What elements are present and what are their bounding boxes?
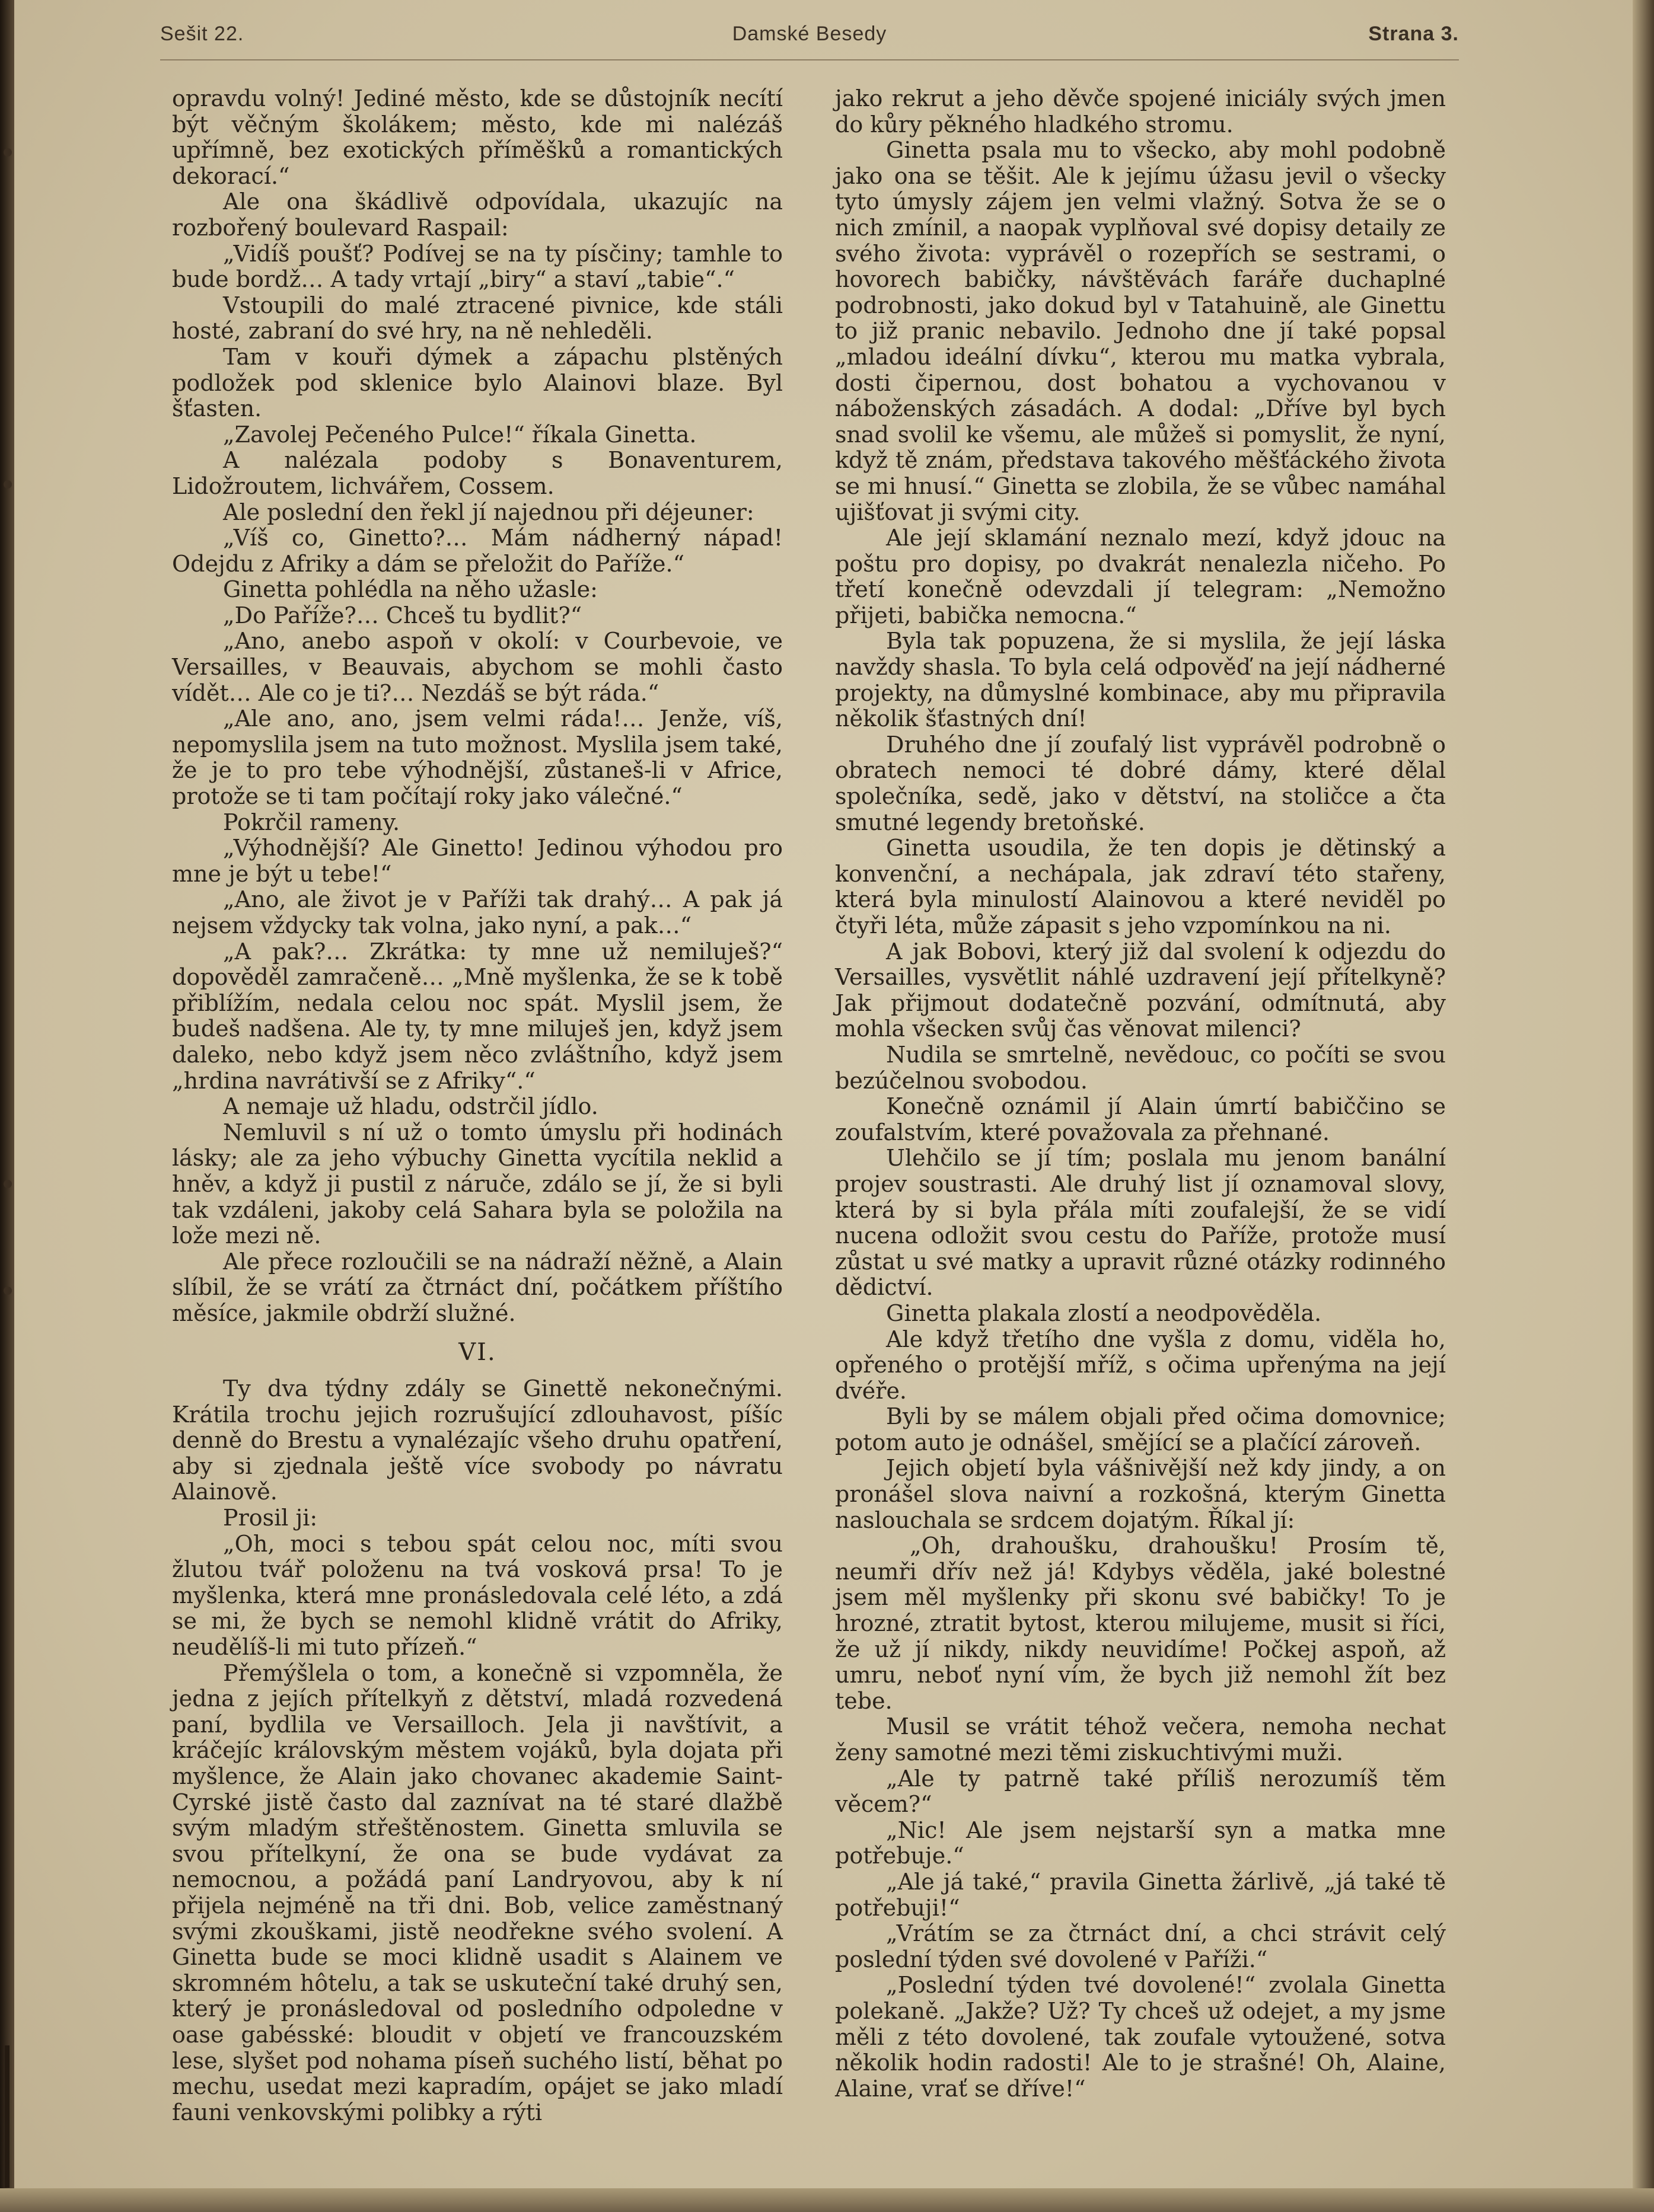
binding-stitch [5, 2045, 9, 2188]
paragraph: Ale ona škádlivě odpovídala, ukazujíc na rozbořený boulevard Raspail: [172, 189, 783, 241]
page-bottom-edge [0, 2188, 1654, 2212]
header-rule [160, 59, 1459, 60]
paragraph: A nemaje už hladu, odstrčil jídlo. [223, 1093, 598, 1120]
paragraph: Přemýšlela o tom, a konečně si vzpomněla, že jedna z jejích přítelkyň z dětství, mladá rozvedená paní, bydlila ve Versailloch. Jela ji navštívit, a kráčejíc královským městem vojáků, byla dojata při myšlence, že Alain jako chovanec akademie Saint-Cyrské jistě často dal zaznívat na té staré dlažbě svým mladým střeštěnostem. Ginetta smluvila se svou přítelkyní, že ona se bude vydávat za nemocnou, a požádá paní Landryovou, aby k ní přijela nejméně na tři dni. Bob, velice zaměstnaný svými zkouškami, jistě neodřekne svého svolení. A Ginetta bude se moci klidně usadit s Alainem ve skromném hôtelu, a tak se uskuteční také druhý sen, který je pronásledoval od posledního odpoledne v oase gabésské: bloudit v objetí ve francouzském lese, slyšet pod nohama píseň suchého listí, běhat po mechu, usedat mezi kapradím, opájet se jako mladí fauni venkovskými polibky a rýti [172, 1659, 783, 2125]
paragraph: Ty dva týdny zdály se Ginettě nekonečnými. Krátila trochu jejich rozrušující zdlouhavost, píšíc denně do Brestu a vynalézajíc všeho druhu opatření, aby si zjednala ještě více svobody po návratu Alainově. [172, 1375, 783, 1505]
paragraph: „Výhodnější? Ale Ginetto! Jedinou výhodou pro mne je být u tebe!“ [172, 835, 783, 887]
paragraph: Musil se vrátit téhož večera, nemoha nechat ženy samotné mezi těmi ziskuchtivými muži. [835, 1713, 1446, 1766]
paragraph: Byla tak popuzena, že si myslila, že její láska navždy shasla. To byla celá odpověď na její nádherné projekty, na důmyslné kombinace, aby mu připravila několik šťastných dní! [835, 628, 1446, 732]
page-right-edge [1633, 0, 1654, 2212]
paragraph: „Ano, ale život je v Paříži tak drahý… A pak já nejsem vždycky tak volna, jako nyní, a pak…“ [172, 886, 783, 939]
section-heading: VI. [458, 1338, 496, 1366]
paragraph: Prosil ji: [223, 1505, 318, 1531]
binding-hole [4, 148, 12, 157]
paragraph: Ale její sklamání neznalo mezí, když jdouc na poštu pro dopisy, po dvakrát nenalezla ničeho. Po třetí konečně odevzdali jí telegram: „Nemožno přijeti, babička nemocna.“ [835, 525, 1446, 628]
page-spine [0, 0, 14, 2212]
paragraph: Ginetta pohlédla na něho užasle: [223, 576, 598, 603]
paragraph: Ginetta usoudila, že ten dopis je dětinský a konvenční, a nechápala, jak zdraví této stařeny, která byla minulostí Alainovou a které neviděl po čtyři léta, může zápasit s jeho vzpomínkou na ni. [835, 835, 1446, 939]
paragraph: „A pak?… Zkrátka: ty mne už nemiluješ?“ dopověděl zamračeně… „Mně myšlenka, že se k tobě přiblížím, nedala celou noc spát. Myslil jsem, že budeš nadšena. Ale ty, ty mne miluješ jen, když jsem daleko, nebo když jsem něco zvláštního, když jsem „hrdina navrátivší se z Afriky“.“ [172, 938, 783, 1094]
paragraph: Ale přece rozloučili se na nádraží něžně, a Alain slíbil, že se vrátí za čtrnáct dní, počátkem příštího měsíce, jakmile obdrží služné. [172, 1248, 783, 1326]
paragraph: Ulehčilo se jí tím; poslala mu jenom banální projev soustrasti. Ale druhý list jí oznamoval slovy, která by si byla přála míti zoufalejší, že se vidí nucena odložit svou cestu do Paříže, protože musí zůstat u své matky a upravit různé otázky rodinného dědictví. [835, 1145, 1446, 1301]
paragraph: Ale když třetího dne vyšla z domu, viděla ho, opřeného o protější mříž, s očima upřenýma na její dvéře. [835, 1326, 1446, 1404]
paragraph: Vstoupili do malé ztracené pivnice, kde stáli hosté, zabraní do své hry, na ně nehleděli. [172, 292, 783, 344]
paragraph: „Ale já také,“ pravila Ginetta žárlivě, „já také tě potřebuji!“ [835, 1868, 1446, 1921]
paragraph: „Ale ty patrně také příliš nerozumíš těm věcem?“ [835, 1765, 1446, 1818]
paragraph: Konečně oznámil jí Alain úmrtí babiččino se zoufalstvím, které považovala za přehnané. [835, 1093, 1446, 1145]
binding-hole [4, 1180, 12, 1188]
page-number: Strana 3. [1368, 23, 1459, 45]
paragraph: Druhého dne jí zoufalý list vyprávěl podrobně o obratech nemoci té dobré dámy, které dělal společníka, sedě, jako v dětství, na stoličce a čta smutné legendy bretoňské. [835, 731, 1446, 835]
paragraph: „Ano, anebo aspoň v okolí: v Courbevoie, ve Versailles, v Beauvais, abychom se mohli často vídět… Ale co je ti?… Nezdáš se být ráda.“ [172, 628, 783, 706]
paragraph: „Vidíš poušť? Podívej se na ty písčiny; tamhle to bude bordž… A tady vrtají „biry“ a staví „tabie“.“ [172, 240, 783, 293]
paragraph: „Poslední týden tvé dovolené!“ zvolala Ginetta polekaně. „Jakže? Už? Ty chceš už odejet, a my jsme měli z této dovolené, tak zoufale vytoužené, sotva několik hodin radosti! Ale to je strašné! Oh, Alaine, Alaine, vrať se dříve!“ [835, 1972, 1446, 2102]
paragraph: „Oh, moci s tebou spát celou noc, míti svou žlutou tvář položenu na tvá vosková prsa! To je myšlenka, která mne pronásledovala celé léto, a zdá se mi, že bych se nemohl klidně vrátit do Afriky, neudělíš-li mi tuto přízeň.“ [172, 1530, 783, 1661]
paragraph: „Zavolej Pečeného Pulce!“ říkala Ginetta. [223, 421, 697, 448]
left-column [172, 86, 783, 2125]
paragraph: „Víš co, Ginetto?… Mám nádherný nápad! Odejdu z Afriky a dám se přeložit do Paříže.“ [172, 525, 783, 577]
paragraph: „Nic! Ale jsem nejstarší syn a matka mne potřebuje.“ [835, 1817, 1446, 1869]
paragraph: Ginetta psala mu to všecko, aby mohl podobně jako ona se těšit. Ale k jejímu úžasu jevil o všecky tyto úmysly zájem jen velmi vlažný. Sotva že se o nich zmínil, a naopak vyplňoval své dopisy detaily ze svého života: vyprávěl o rozepřích se sestrami, o hovorech babičky, návštěvách faráře duchaplné podrobnosti, jako dokud byl v Tatahuině, ale Ginettu to již pranic nebavilo. Jednoho dne jí také popsal „mladou ideální dívku“, kterou mu matka vybrala, dosti čipernou, dost bohatou a vychovanou v náboženských zásadách. A dodal: „Dříve byl bych snad svolil ke všemu, ale můžeš si pomyslit, že nyní, když tě znám, představa takového měšťáckého života se mi hnusí.“ Ginetta se zlobila, že se vůbec namáhal ujišťovat ji svými city. [835, 137, 1446, 525]
issue-number: Sešit 22. [160, 23, 244, 45]
paragraph: Nudila se smrtelně, nevědouc, co počíti se svou bezúčelnou svobodou. [835, 1041, 1446, 1094]
paragraph: jako rekrut a jeho děvče spojené iniciály svých jmen do kůry pěkného hladkého stromu. [835, 85, 1446, 138]
paragraph: A jak Bobovi, který již dal svolení k odjezdu do Versailles, vysvětlit náhlé uzdravení její přítelkyně? Jak přijmout dodatečně pozvání, odmítnutá, aby mohla všecken svůj čas věnovat milenci? [835, 938, 1446, 1042]
paragraph: Tam v kouři dýmek a zápachu plstěných podložek pod sklenice bylo Alainovi blaze. Byl šťasten. [172, 343, 783, 422]
binding-hole [4, 1287, 12, 1295]
paragraph: Nemluvil s ní už o tomto úmyslu při hodinách lásky; ale za jeho výbuchy Ginetta vycítila neklid a hněv, a když ji pustil z náruče, zdálo se jí, že si byli tak vzdáleni, jakoby celá Sahara byla se položila na lože mezi ně. [172, 1119, 783, 1249]
running-header [160, 23, 1459, 58]
paragraph: opravdu volný! Jediné město, kde se důstojník necítí být věčným školákem; město, kde mi nalézáš upřímně, bez exotických příměšků a romantických dekorací.“ [172, 85, 783, 189]
paragraph: „Do Paříže?… Chceš tu bydlit?“ [223, 602, 582, 628]
paragraph: „Oh, drahoušku, drahoušku! Prosím tě, neumři dřív než já! Kdybys věděla, jaké bolestné jsem měl myšlenky při skonu své babičky! To je hrozné, ztratit bytost, kterou milujeme, musit si říci, že už jí nikdy, nikdy neuvidíme! Počkej aspoň, až umru, neboť nyní vím, že bych již nemohl žít bez tebe. [835, 1533, 1446, 1714]
paragraph: „Vrátím se za čtrnáct dní, a chci strávit celý poslední týden své dovolené v Paříži.“ [835, 1920, 1446, 1972]
right-column [835, 86, 1446, 2102]
paragraph: Ale poslední den řekl jí najednou při déjeuner: [223, 499, 754, 525]
magazine-title: Damské Besedy [732, 23, 887, 45]
paragraph: Ginetta plakala zlostí a neodpověděla. [886, 1300, 1322, 1326]
paragraph: Pokrčil rameny. [223, 809, 400, 835]
paragraph: A nalézala podoby s Bonaventurem, Lidožroutem, lichvářem, Cossem. [172, 447, 783, 499]
binding-hole [4, 480, 12, 489]
paragraph: Jejich objetí byla vášnivější než kdy jindy, a on pronášel slova naivní a rozkošná, kterým Ginetta naslouchala se srdcem dojatým. Říkal jí: [835, 1455, 1446, 1533]
paragraph: Byli by se málem objali před očima domovnice; potom auto je odnášel, smějící se a plačící zároveň. [835, 1403, 1446, 1455]
paragraph: „Ale ano, ano, jsem velmi ráda!… Jenže, víš, nepomyslila jsem na tuto možnost. Myslila jsem také, že je to pro tebe výhodnější, zůstaneš-li v Africe, protože se ti tam počítají roky jako válečné.“ [172, 706, 783, 810]
